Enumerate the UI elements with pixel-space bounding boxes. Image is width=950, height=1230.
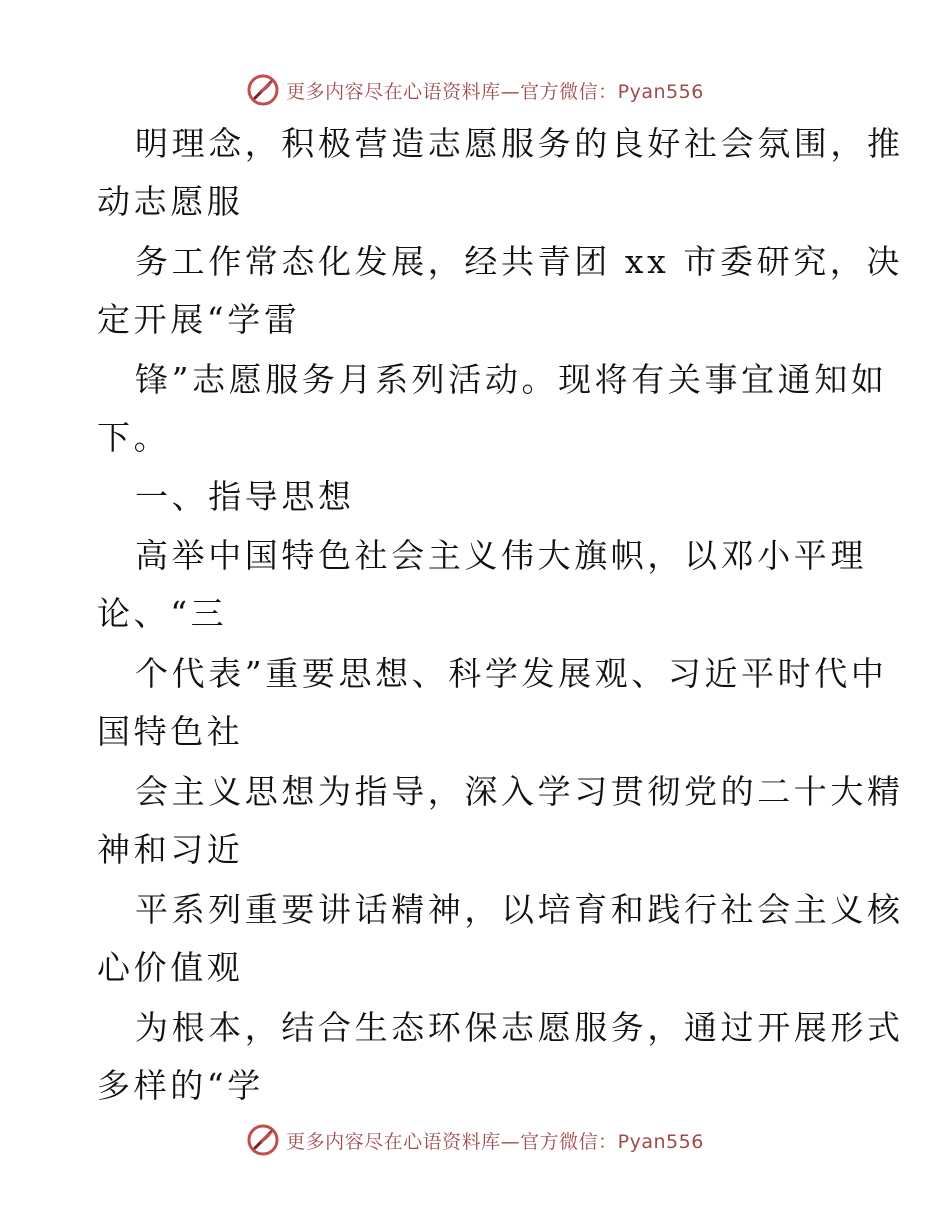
header-banner bbox=[0, 70, 950, 110]
body-line: 明理念，积极营造志愿服务的良好社会氛围，推 bbox=[135, 124, 904, 163]
body-line: 神和习近 bbox=[97, 830, 244, 869]
body-line: 锋”志愿服务月系列活动。现将有关事宜通知如 bbox=[135, 360, 888, 399]
body-line: 论、“三 bbox=[97, 594, 228, 633]
footer-banner bbox=[0, 1120, 950, 1160]
feather-pen-logo-icon bbox=[246, 73, 280, 107]
footer-banner-text: 更多内容尽在心语资料库—官方微信：Pyan556 bbox=[286, 1130, 704, 1153]
body-line: 国特色社 bbox=[97, 712, 244, 751]
header-banner-text: 更多内容尽在心语资料库—官方微信：Pyan556 bbox=[286, 80, 704, 103]
body-line: 会主义思想为指导，深入学习贯彻党的二十大精 bbox=[135, 772, 904, 811]
body-line: 多样的“学 bbox=[97, 1066, 264, 1105]
body-line: 个代表”重要思想、科学发展观、习近平时代中 bbox=[135, 654, 888, 693]
body-line: 务工作常态化发展，经共青团 xx 市委研究，决 bbox=[135, 242, 904, 281]
body-line: 平系列重要讲话精神，以培育和践行社会主义核 bbox=[135, 890, 904, 929]
body-line: 动志愿服 bbox=[97, 182, 244, 221]
body-line: 下。 bbox=[97, 418, 171, 457]
body-line: 心价值观 bbox=[97, 948, 244, 987]
body-line: 定开展“学雷 bbox=[97, 300, 301, 339]
section-heading: 一、指导思想 bbox=[135, 477, 355, 516]
body-line: 为根本，结合生态环保志愿服务，通过开展形式 bbox=[135, 1008, 904, 1047]
body-line: 高举中国特色社会主义伟大旗帜，以邓小平理 bbox=[135, 536, 867, 575]
feather-pen-logo-icon bbox=[246, 1123, 280, 1157]
